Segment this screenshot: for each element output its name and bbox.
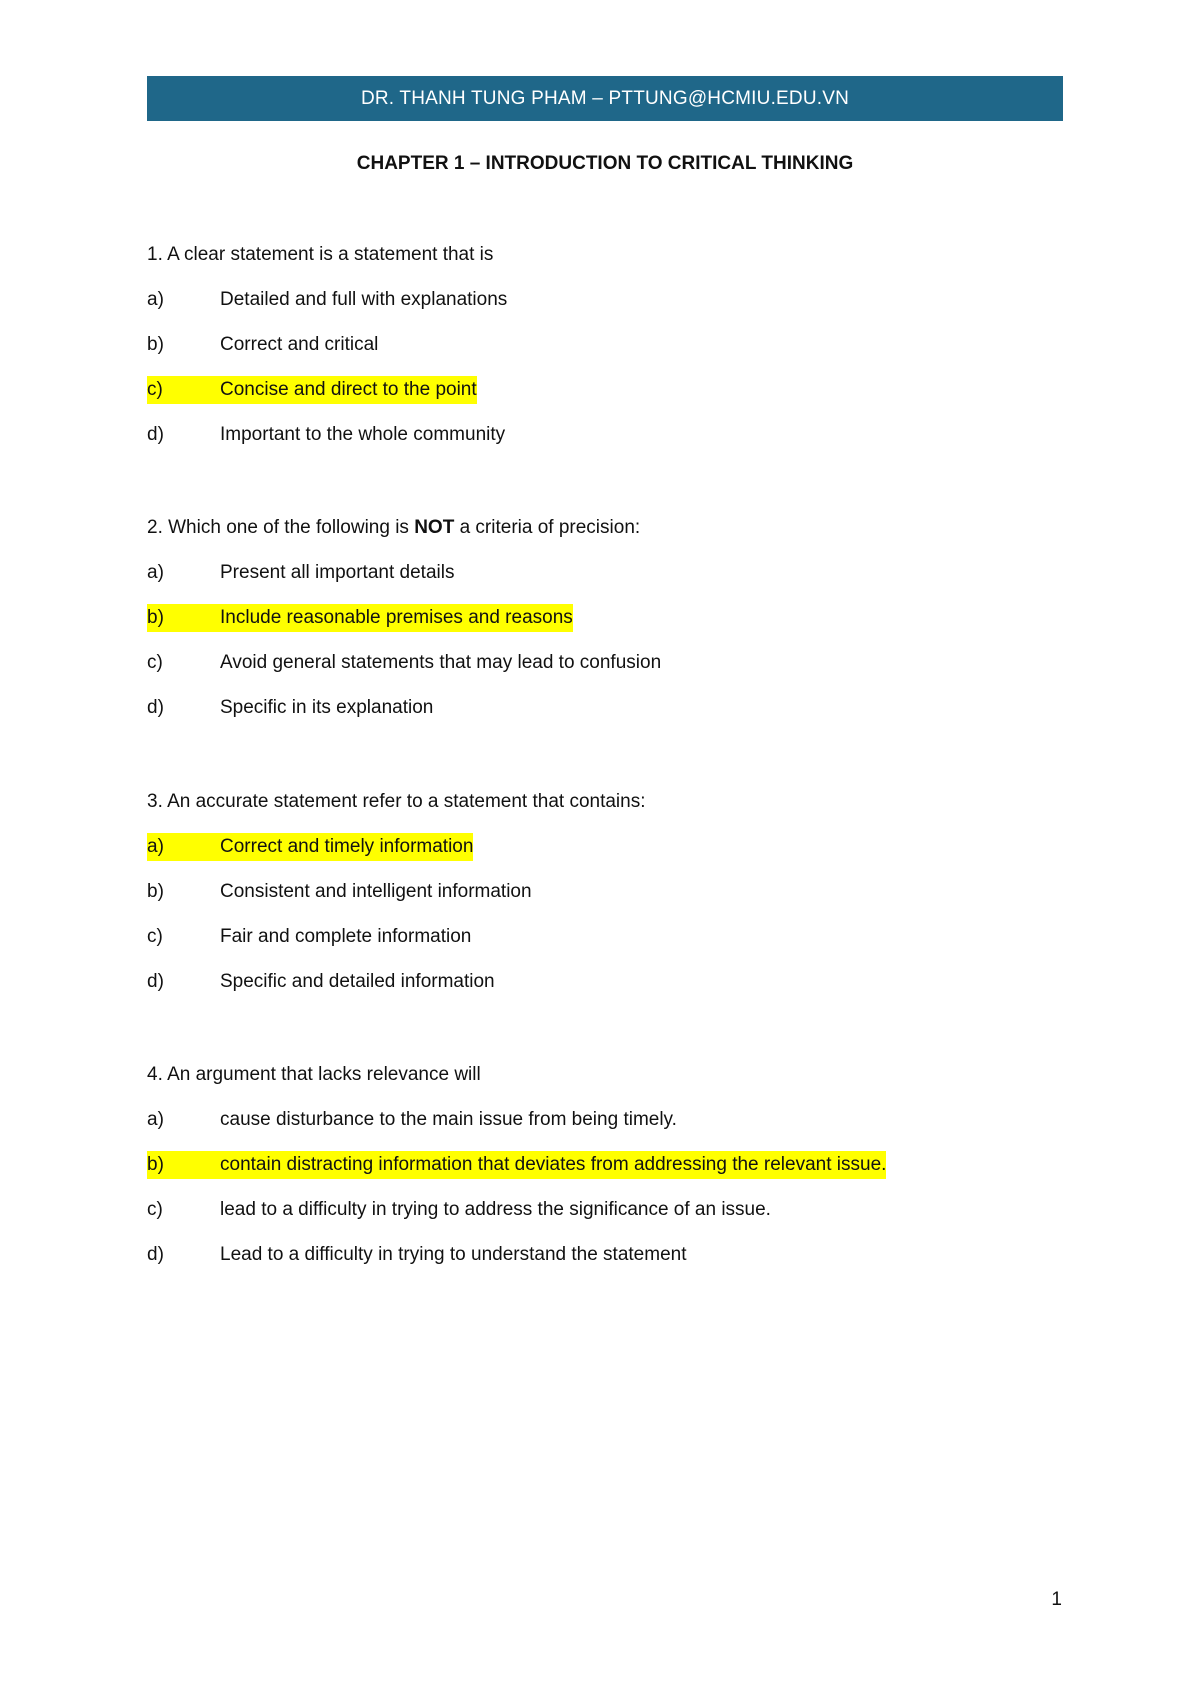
- question-2-option-c: [147, 649, 1063, 677]
- page-number: 1: [1051, 1589, 1062, 1610]
- question-4-option-d: [147, 1241, 1063, 1269]
- question-4-option-a: [147, 1106, 1063, 1134]
- question-2-option-b: [147, 604, 1063, 632]
- option-text: Correct and timely information: [220, 836, 474, 857]
- question-3-option-d: [147, 968, 1063, 996]
- option-content: [147, 1241, 687, 1269]
- option-letter: d): [147, 1244, 164, 1265]
- question-1-option-d: [147, 421, 1063, 449]
- option-content: [147, 878, 532, 906]
- option-content-highlighted: [147, 833, 473, 861]
- question-1-option-a: [147, 286, 1063, 314]
- option-text: Detailed and full with explanations: [220, 289, 508, 310]
- option-content-highlighted: [147, 376, 477, 404]
- option-text: Correct and critical: [220, 334, 379, 355]
- option-letter: a): [147, 1109, 164, 1130]
- option-content-highlighted: [147, 604, 573, 632]
- option-letter: c): [147, 379, 163, 400]
- question-4: [147, 1061, 1063, 1269]
- option-text: Include reasonable premises and reasons: [220, 607, 573, 628]
- option-letter: b): [147, 1154, 164, 1175]
- option-content: [147, 331, 378, 359]
- option-text: Specific in its explanation: [220, 697, 434, 718]
- option-text: Lead to a difficulty in trying to understand the statement: [220, 1244, 687, 1265]
- option-text: Consistent and intelligent information: [220, 881, 532, 902]
- header-text: DR. THANH TUNG PHAM – PTTUNG@HCMIU.EDU.VN: [360, 87, 850, 109]
- question-2-option-a: [147, 559, 1063, 587]
- option-text: lead to a difficulty in trying to address the significance of an issue.: [220, 1199, 771, 1220]
- option-content: [147, 421, 505, 449]
- option-text: Fair and complete information: [220, 926, 472, 947]
- option-letter: c): [147, 926, 163, 947]
- option-letter: b): [147, 881, 164, 902]
- question-3-option-a: [147, 833, 1063, 861]
- option-content: [147, 1196, 771, 1224]
- option-text: cause disturbance to the main issue from being timely.: [220, 1109, 677, 1130]
- option-content: [147, 286, 507, 314]
- option-content: [147, 649, 661, 677]
- option-letter: a): [147, 562, 164, 583]
- option-letter: d): [147, 697, 164, 718]
- question-2-text-after: a criteria of precision:: [454, 517, 641, 538]
- chapter-title: CHAPTER 1 – INTRODUCTION TO CRITICAL THINKING: [356, 153, 854, 174]
- question-1: [147, 241, 1063, 449]
- question-3-option-b: [147, 878, 1063, 906]
- option-letter: a): [147, 289, 164, 310]
- question-2: [147, 514, 1063, 722]
- option-letter: b): [147, 334, 164, 355]
- question-1-option-c: [147, 376, 1063, 404]
- question-4-text: 4. An argument that lacks relevance will: [147, 1064, 481, 1085]
- question-3-text: 3. An accurate statement refer to a statement that contains:: [147, 791, 646, 812]
- header-bar: [147, 76, 1063, 121]
- option-text: Present all important details: [220, 562, 455, 583]
- question-2-text-bold: NOT: [414, 517, 455, 538]
- option-letter: c): [147, 652, 163, 673]
- question-2-text-before: 2. Which one of the following is: [147, 517, 415, 538]
- question-3-option-c: [147, 923, 1063, 951]
- option-content: [147, 1106, 677, 1134]
- option-content-highlighted: [147, 1151, 886, 1179]
- question-1-option-b: [147, 331, 1063, 359]
- option-text: Concise and direct to the point: [220, 379, 477, 400]
- option-text: contain distracting information that deviates from addressing the relevant issue.: [220, 1154, 887, 1175]
- option-text: Important to the whole community: [220, 424, 506, 445]
- option-content: [147, 923, 471, 951]
- option-letter: a): [147, 836, 164, 857]
- question-4-option-b: [147, 1151, 1063, 1179]
- option-text: Specific and detailed information: [220, 971, 495, 992]
- option-text: Avoid general statements that may lead to confusion: [220, 652, 662, 673]
- question-1-text: 1. A clear statement is a statement that is: [147, 244, 494, 265]
- option-letter: d): [147, 971, 164, 992]
- option-letter: c): [147, 1199, 163, 1220]
- option-content: [147, 559, 454, 587]
- option-letter: d): [147, 424, 164, 445]
- option-content: [147, 694, 433, 722]
- question-3: [147, 788, 1063, 996]
- question-4-option-c: [147, 1196, 1063, 1224]
- question-2-option-d: [147, 694, 1063, 722]
- option-content: [147, 968, 495, 996]
- question-2-text: [147, 514, 1063, 542]
- option-letter: b): [147, 607, 164, 628]
